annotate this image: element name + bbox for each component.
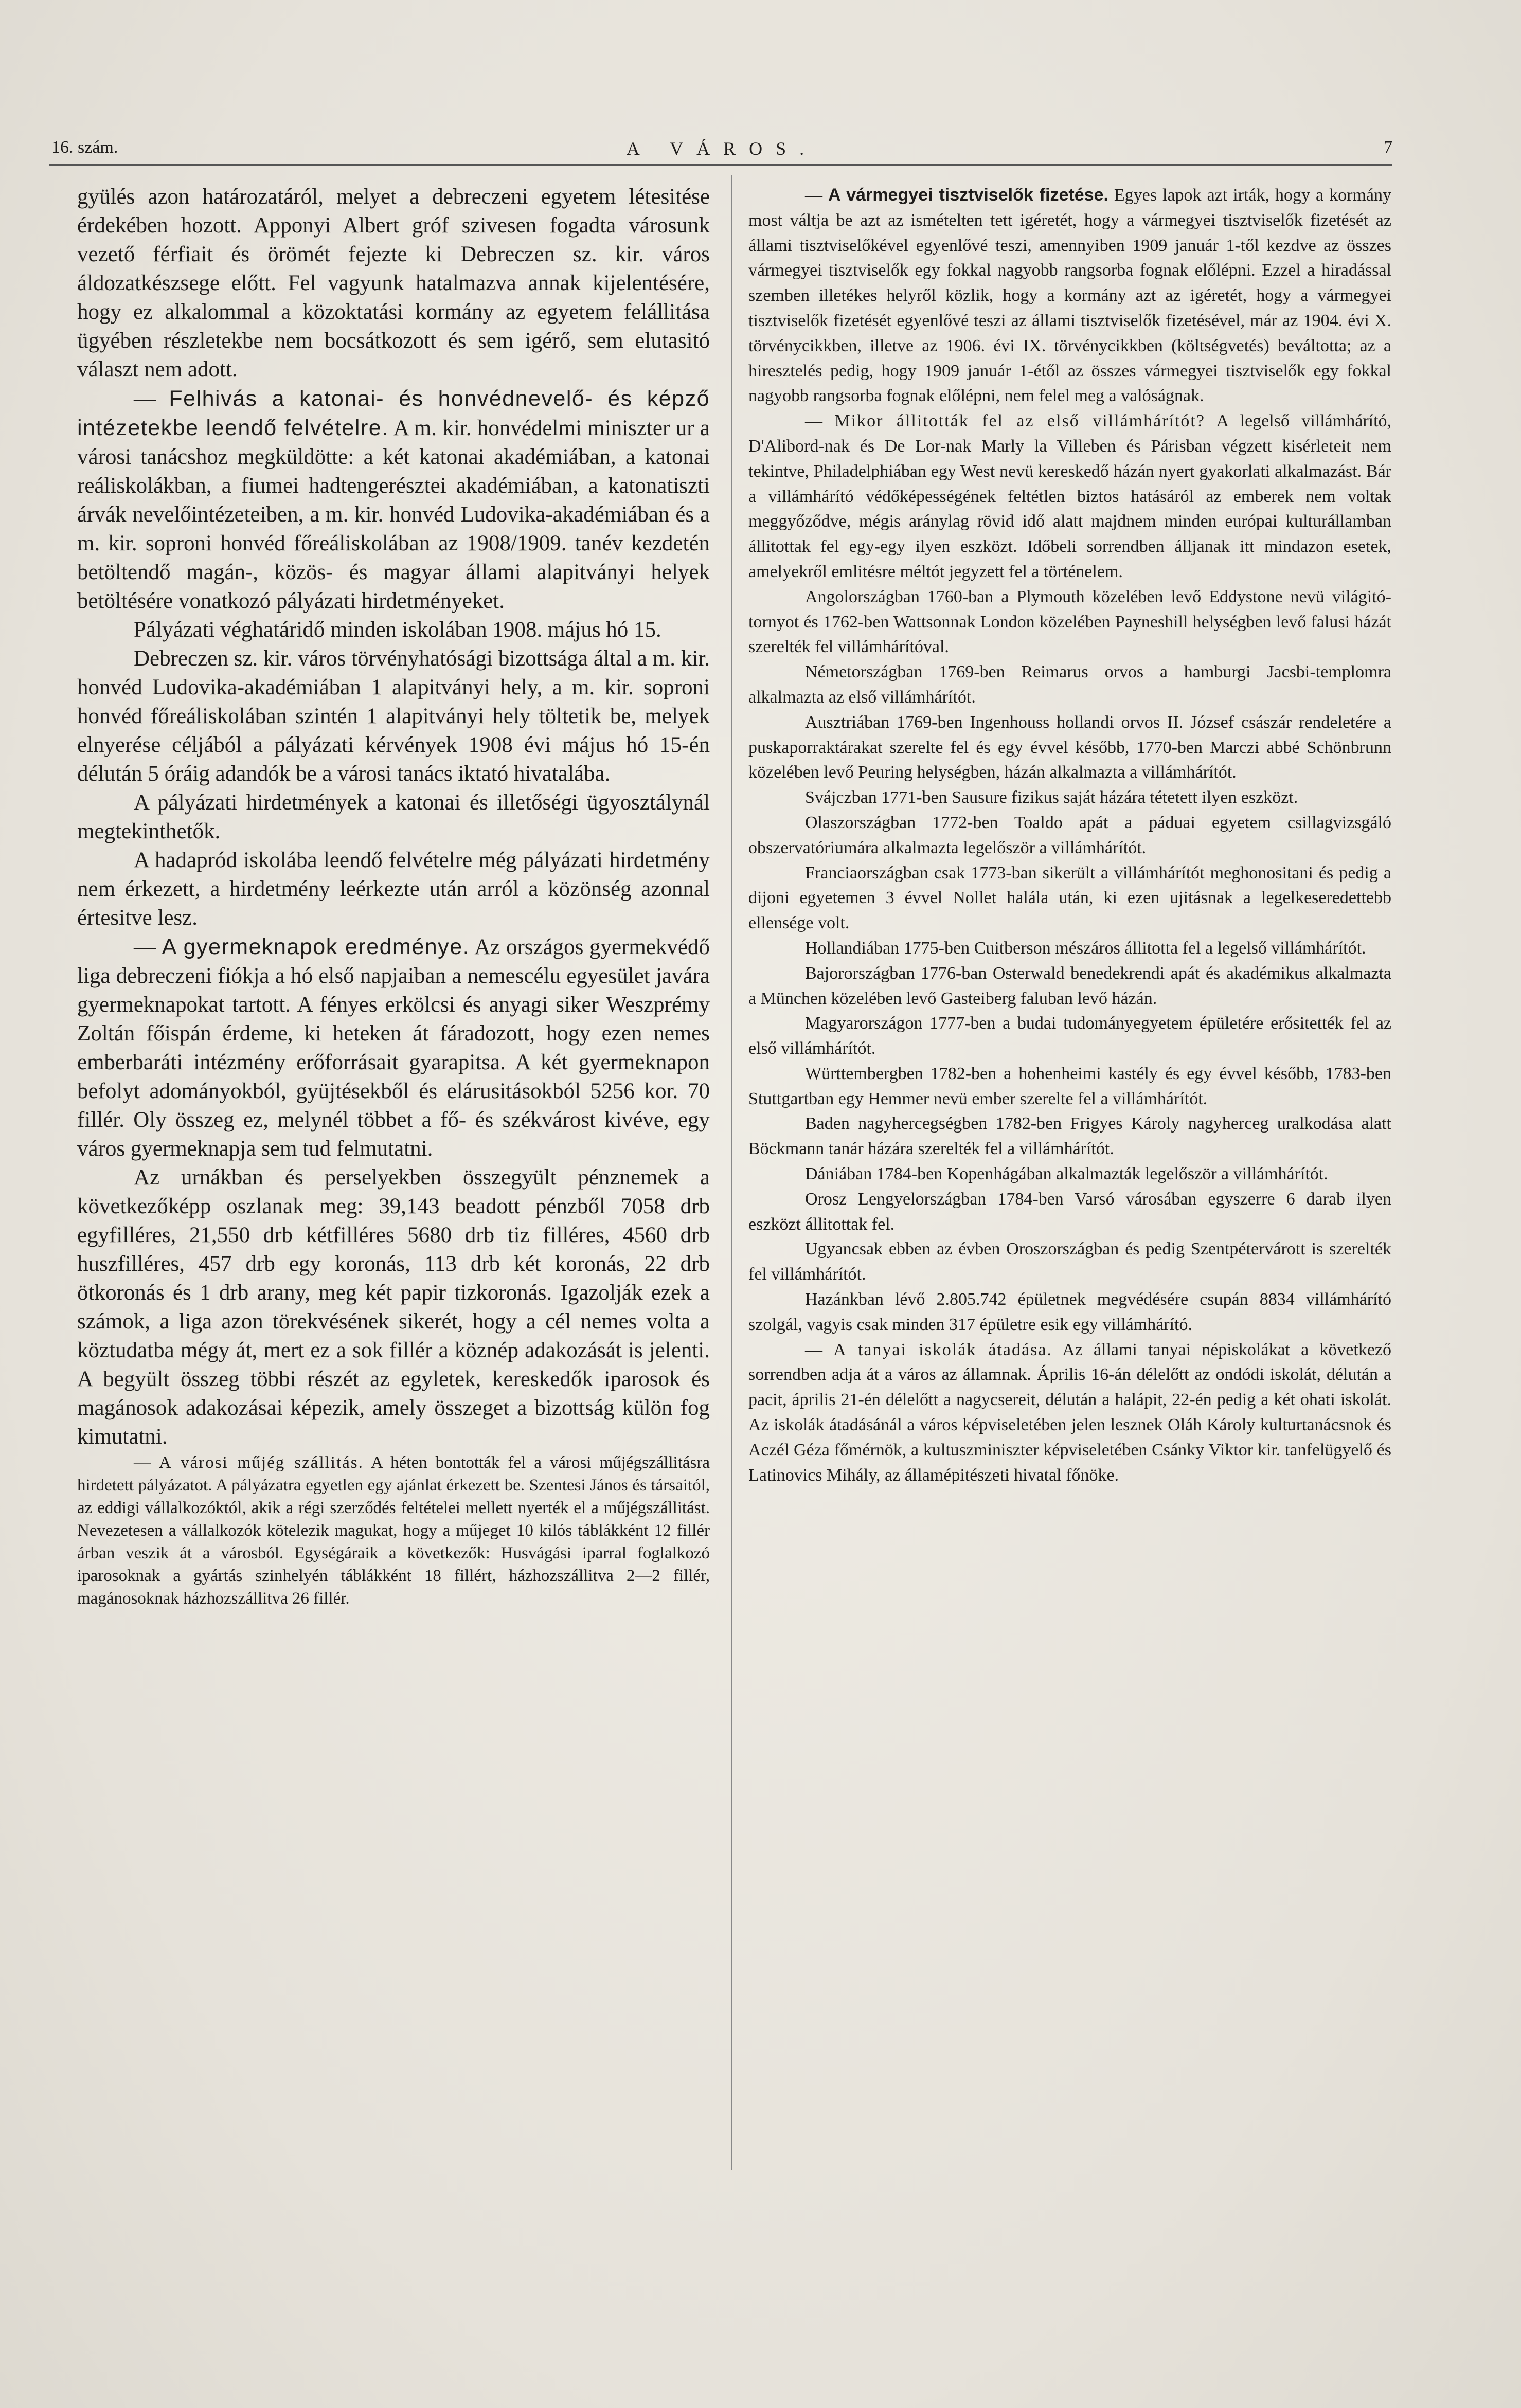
article-dash: — bbox=[134, 1453, 151, 1472]
article-paragraph: Bajorországban 1776-ban Osterwald benedekrendi apát és akadémikus alkalmazta a München közelében levő Gasteiberg faluban levő házán. bbox=[748, 963, 1391, 1008]
article-dash: — bbox=[805, 186, 822, 205]
article-headline: A gyermeknapok eredménye. bbox=[162, 935, 470, 959]
article-body: Egyes lapok azt irták, hogy a kormány most váltja be azt az ismételten tett igéretét, hogy a vármegyei tisztviselők fizetését az állami tisztviselőkével egyenlővé teszi, amennyiben 1909 január 1-től kezdve az összes vármegyei tisztviselők egy fokkal nagyobb rangsorba fognak előlépni. Ezzel a hiradással szemben illetékes helyről közlik, hogy a kormány azt az igéretét, hogy a vármegyei tisztviselők fizetését egyenlővé teszi az állami tisztviselők fizetésével, már az 1904. évi X. törvénycikkben, illetve az 1906. évi IX. törvénycikkben (költségvetés) beváltotta; az a hiresztelés pedig, hogy 1909 január 1-étől az összes vármegyei tisztviselők egy fokkal nagyobb rangsorba fognak előlépni, nem felel meg a valóságnak. bbox=[748, 186, 1392, 406]
page-number: 7 bbox=[1384, 138, 1392, 157]
header-rule bbox=[49, 164, 1392, 166]
article-paragraph: Franciaországban csak 1773-ban sikerült a villámhárítót meghonositani és pedig a dijoni egyetemen 3 évvel Nollet halála után, ki ezen ujitásnak a legelkeseredettebb ellensége volt. bbox=[748, 863, 1391, 933]
article-paragraph: Pályázati véghatáridő minden iskolában 1908. május hó 15. bbox=[134, 618, 661, 642]
left-column bbox=[77, 183, 710, 1610]
article-paragraph: Orosz Lengyelországban 1784-ben Varsó városában egyszerre 6 darab ilyen eszközt állitottak fel. bbox=[748, 1189, 1391, 1234]
article-paragraph bbox=[748, 1338, 1391, 1488]
article-body: Az állami tanyai népiskolákat a következő sorrendben adja át a város az államnak. Április 16-án délelőtt az ondódi iskolát, délután a pacit, április 21-én délelőtt a nagycsereit, délután a halápit, 22-én pedig a két ohati iskolát. Az iskolák átadásánál a város képviseletében jelen lesznek Oláh Károly kulturtanácsnok és Aczél Géza főmérnök, a kultuszminiszter képviseletében Csánky Viktor kir. tanfelügyelő és Latinovics Mihály, az államépitészeti hivatal főnöke. bbox=[748, 1340, 1392, 1485]
article-paragraph: Hollandiában 1775-ben Cuitberson mészáros állitotta fel a legelső villámhárítót. bbox=[805, 938, 1366, 958]
article-body: A legelső villámhárító, D'Alibord-nak és De Lor-nak Marly la Villeben és Párisban végzett kisérleteit nem tekintve, Philadelphiában egy West nevü kereskedő házán nyert gyakorlati alkalmazást. Bár a villámhárító védőképességének feltétlen biztos hatásáról az emberek nem voltak meggyőződve, mégis aránylag rövid idő alatt majdnem minden európai kulturállamban állitottak fel egy-egy ilyen eszközt. Időbeli sorrendben álljanak itt mindazon esetek, amelyekről emlitésre méltót jegyzett fel a történelem. bbox=[748, 411, 1392, 581]
article-dash: — bbox=[134, 387, 156, 411]
article-paragraph: Debreczen sz. kir. város törvényhatósági bizottsága által a m. kir. honvéd Ludovika-akadémiában 1 alapitványi hely, a m. kir. soproni honvéd főreáliskolában szintén 1 alapitványi hely töltetik be, melyek elnyerése céljából a pályázati kérvények 1908 évi május hó 15-én délután 5 óráig adandók be a városi tanács iktató hivatalába. bbox=[77, 646, 710, 786]
newspaper-title: A VÁROS. bbox=[626, 138, 818, 159]
article-dash: — bbox=[805, 1340, 822, 1359]
article-paragraph: Ausztriában 1769-ben Ingenhouss hollandi orvos II. József császár rendeletére a puskaporraktárakat szerelte fel és egy évvel később, 1770-ben Marczi abbé Schönbrunn közelében levő Peuring helységben, házán alkalmazta a villámhárítót. bbox=[748, 712, 1391, 782]
article-body: Az országos gyermekvédő liga debreczeni fiókja a hó első napjaiban a nemescélu egyesület javára gyermeknapokat tartott. A fényes erkölcsi és anyagi siker Weszprémy Zoltán főispán érdeme, ki heteken át fáradozott, hogy ezen nemes emberbaráti intézmény erőforrásait gyarapitsa. A két gyermeknapon befolyt adományokból, gyüjtésekből és elárusitásokból 5256 kor. 70 fillér. Oly összeg ez, melynél többet a fő- és székvárost kivéve, egy város gyermeknapja sem tud felmutatni. bbox=[77, 935, 710, 1161]
article-paragraph: Az urnákban és perselyekben összegyült pénznemek a következőképp oszlanak meg: 39,143 beadott pénzből 7058 drb egyfilléres, 21,550 drb kétfilléres 5680 drb tiz filléres, 4560 drb huszfilléres, 457 drb egy koronás, 113 drb két koronás, 22 drb ötkoronás és 1 drb arany, meg két papir tizkoronás. Igazolják ezek a számok, a liga azon törekvésének sikerét, hogy a cél nemes volta a köztudatba mégy át, mert ez a sok fillér a köznép adakozását is jelenti. A begyült összeg többi részét az egyletek, kereskedők iparosok és magánosok adakozásai képezik, amely összeget a bizottság külön fog kimutatni. bbox=[77, 1165, 710, 1449]
article-paragraph: Magyarországon 1777-ben a budai tudományegyetem épületére erősitették fel az első villámhárítót. bbox=[748, 1014, 1391, 1058]
article-paragraph: Hazánkban lévő 2.805.742 épületnek megvédésére csupán 8834 villámhárító szolgál, vagyis csak minden 317 épületre esik egy villámhárító. bbox=[748, 1290, 1391, 1334]
article-paragraph: Olaszországban 1772-ben Toaldo apát a páduai egyetem csillagvizsgáló obszervatóriumára alkalmazta legelőször a villámhárítót. bbox=[748, 813, 1391, 857]
article-dash: — bbox=[805, 411, 822, 431]
article-paragraph: Németországban 1769-ben Reimarus orvos a hamburgi Jacsbi-templomra alkalmazta az első villámhárítót. bbox=[748, 662, 1391, 707]
article-paragraph: Angolországban 1760-ban a Plymouth közelében levő Eddystone nevü világitó-tornyot és 1762-ben Wattsonnak London közelében Payneshill helységben levő falusi házát szerelték fel villámhárítóval. bbox=[748, 587, 1391, 657]
article-paragraph: Svájczban 1771-ben Sausure fizikus saját házára tétetett ilyen eszközt. bbox=[805, 788, 1298, 807]
right-column bbox=[748, 183, 1391, 1488]
article-body: A héten bontották fel a városi műjégszállitásra hirdetett pályázatot. A pályázatra egyetlen egy ajánlat érkezett be. Szentesi János és társaitól, az eddigi vállalkozóktól, akik a régi szerződés feltételei mellett nyerték el a műjégszállitást. Nevezetesen a vállalkozók kötelezik magukat, hogy a műjeget 10 kilós táblákként 12 fillér árban veszik át a városból. Egységáraik a következők: Husvágási iparral foglalkozó iparosoknak a gyártás szinhelyén táblákként 18 fillért, házhozszállitva 2—2 fillér, magánosoknak házhozszállitva 26 fillér. bbox=[77, 1453, 710, 1608]
article-body: A m. kir. honvédelmi miniszter ur a városi tanácshoz megküldötte: a két katonai akadémiában, a katonai reáliskolákban, a fiumei hadtengerésztei akadémiában, a katonatiszti árvák nevelőintézeteiben, a m. kir. honvéd Ludovika-akadémiában és a m. kir. soproni honvéd főreáliskolában az 1908/1909. tanév kezdetén betöltendő magán-, közös- és magyar állami alapitványi helyek betöltésére vonatkozó pályázati hirdetményeket. bbox=[77, 416, 710, 613]
article-paragraph: Württembergben 1782-ben a hohenheimi kastély és egy évvel később, 1783-ben Stuttgartban egy Hemmer nevü ember szerelte fel a villámhárítót. bbox=[748, 1064, 1391, 1108]
article-dash: — bbox=[134, 935, 156, 959]
article-paragraph bbox=[748, 409, 1391, 585]
page-header bbox=[51, 138, 1392, 164]
article-headline: Mikor állitották fel az első villámhárítót? bbox=[834, 411, 1205, 431]
article-paragraph: gyülés azon határozatáról, melyet a debreczeni egyetem létesitése érdekében hozott. Apponyi Albert gróf szivesen fogadta városunk vezető férfiait és örömét fejezte ki Debreczen sz. kir. város áldozatkészsege előtt. Fel vagyunk hatalmazva annak kijelentésére, hogy ez alkalommal a közoktatási kormány az egyetem felállitása ügyében részletekbe nem bocsátkozott és sem igérő, sem elutasitó választ nem adott. bbox=[77, 185, 710, 382]
article-paragraph bbox=[748, 183, 1391, 409]
article-headline: Felhivás a katonai- és honvédnevelő- és képző intézetekbe leendő felvételre. bbox=[77, 386, 710, 440]
article-paragraph bbox=[77, 1451, 710, 1610]
article-headline: A vármegyei tisztviselők fizetése. bbox=[828, 185, 1108, 205]
article-paragraph: Ugyancsak ebben az évben Oroszországban és pedig Szentpétervárott is szerelték fel villámhárítót. bbox=[748, 1239, 1391, 1284]
article-headline: A városi műjég szállitás. bbox=[159, 1453, 364, 1472]
article-paragraph: Baden nagyhercegségben 1782-ben Frigyes Károly nagyherceg uralkodása alatt Böckmann tanár házára szerelték fel a villámhárítót. bbox=[748, 1114, 1391, 1159]
column-divider bbox=[731, 175, 732, 2170]
article-paragraph: A pályázati hirdetmények a katonai és illetőségi ügyosztálynál megtekinthetők. bbox=[77, 790, 710, 843]
article-paragraph: Dániában 1784-ben Kopenhágában alkalmazták legelőször a villámhárítót. bbox=[805, 1164, 1328, 1184]
article-headline: A tanyai iskolák átadása. bbox=[833, 1340, 1052, 1359]
article-paragraph bbox=[77, 384, 710, 616]
article-paragraph: A hadapród iskolába leendő felvételre még pályázati hirdetmény nem érkezett, a hirdetmény leérkezte után arról a közönség azonnal értesitve lesz. bbox=[77, 848, 710, 930]
issue-number: 16. szám. bbox=[51, 138, 118, 157]
article-paragraph bbox=[77, 932, 710, 1163]
